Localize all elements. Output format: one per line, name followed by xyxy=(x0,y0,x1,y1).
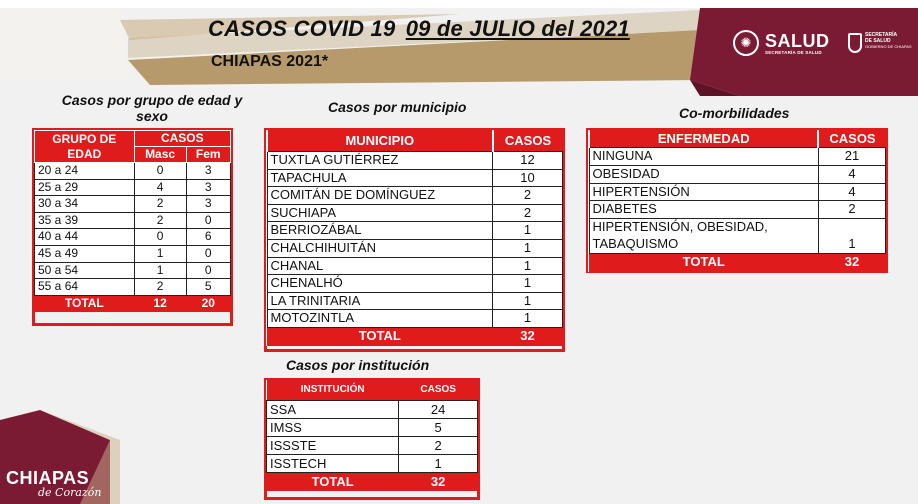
table-row xyxy=(35,229,231,246)
municipio-cases-cell: 2 xyxy=(493,187,563,205)
fem-cell: 3 xyxy=(186,179,230,196)
table-row xyxy=(35,279,231,296)
institution-name-cell: ISSTECH xyxy=(267,455,399,473)
municipio-name-cell: CHENALHÓ xyxy=(267,275,493,293)
fem-cell: 3 xyxy=(186,196,230,213)
comorbidity-name-cell: DIABETES xyxy=(589,201,818,219)
municipio-header-name: MUNICIPIO xyxy=(267,130,493,152)
total-value: 32 xyxy=(493,327,563,345)
table-row xyxy=(35,245,231,262)
total-row xyxy=(589,253,886,271)
masc-cell: 4 xyxy=(134,179,186,196)
municipio-cases-cell: 2 xyxy=(493,204,563,222)
comorbidity-cases-cell: 1 xyxy=(818,219,885,254)
masc-cell: 1 xyxy=(134,245,186,262)
age-header-group-line1: GRUPO DE xyxy=(52,131,117,146)
table-row xyxy=(35,212,231,229)
page-title-date: 09 de JULIO del 2021 xyxy=(405,16,630,41)
institution-name-cell: IMSS xyxy=(267,419,399,437)
municipio-name-cell: MOTOZINTLA xyxy=(267,310,493,328)
age-table xyxy=(34,130,231,312)
age-group-cell: 55 a 64 xyxy=(35,279,135,296)
institution-name-cell: SSA xyxy=(267,401,399,419)
age-group-cell: 20 a 24 xyxy=(35,163,135,180)
municipio-cases-cell: 1 xyxy=(493,222,563,240)
comorbidity-name-line1: HIPERTENSIÓN, OBESIDAD, xyxy=(592,219,768,235)
municipio-name-cell: BERRIOZÁBAL xyxy=(267,222,493,240)
age-group-cell: 40 a 44 xyxy=(35,229,135,246)
comorbidity-header-cases: CASOS xyxy=(818,130,885,148)
table-row xyxy=(35,179,231,196)
table-row xyxy=(267,292,563,310)
table-row xyxy=(35,196,231,213)
salud-logo-text: SALUD xyxy=(765,30,830,51)
table-row xyxy=(267,419,478,437)
municipio-name-cell: TAPACHULA xyxy=(267,169,493,187)
age-group-cell: 25 a 29 xyxy=(35,179,135,196)
fem-cell: 5 xyxy=(186,279,230,296)
institution-cases-cell: 1 xyxy=(399,455,478,473)
institution-name-cell: ISSSTE xyxy=(267,437,399,455)
table-row xyxy=(589,219,886,254)
total-label: TOTAL xyxy=(35,295,135,312)
institution-cases-cell: 24 xyxy=(399,401,478,419)
municipio-table xyxy=(266,130,563,346)
age-section-title-line1: Casos por grupo de edad y xyxy=(61,92,243,108)
total-row xyxy=(267,473,478,491)
chiapas-logo xyxy=(6,468,101,499)
table-row xyxy=(267,239,563,257)
masc-cell: 1 xyxy=(134,262,186,279)
page-subtitle: CHIAPAS 2021* xyxy=(211,53,329,70)
institution-table xyxy=(266,380,478,491)
municipio-section-title: Casos por municipio xyxy=(328,99,467,115)
chiapas-logo-line2: de Corazón xyxy=(38,486,102,499)
institution-cases-cell: 2 xyxy=(399,437,478,455)
table-row xyxy=(267,187,563,205)
age-group-cell: 45 a 49 xyxy=(35,245,135,262)
comorbidity-cases-cell: 2 xyxy=(818,201,885,219)
table-row xyxy=(589,165,886,183)
age-group-cell: 30 a 34 xyxy=(35,196,135,213)
table-row xyxy=(589,183,886,201)
table-row xyxy=(267,222,563,240)
table-row xyxy=(267,204,563,222)
municipio-header-cases: CASOS xyxy=(493,130,563,152)
total-value: 32 xyxy=(818,253,885,271)
salud-logo-subtext: SECRETARÍA DE SALUD xyxy=(765,49,822,55)
shield-icon xyxy=(848,33,862,53)
comorbidity-name-cell: HIPERTENSIÓN xyxy=(589,183,818,201)
chiapas-logo-line1: CHIAPAS xyxy=(6,468,90,488)
masc-cell: 2 xyxy=(134,212,186,229)
municipio-cases-cell: 1 xyxy=(493,310,563,328)
comorbidity-name-line2: TABAQUISMO xyxy=(592,235,679,251)
table-row xyxy=(35,163,231,180)
age-group-cell: 50 a 54 xyxy=(35,262,135,279)
page-title xyxy=(208,16,630,42)
secretaria-logo-line2: DE SALUD xyxy=(865,38,891,44)
age-header-cases: CASOS xyxy=(134,131,230,147)
total-row xyxy=(267,327,563,345)
total-label: TOTAL xyxy=(267,473,399,491)
municipio-cases-cell: 1 xyxy=(493,275,563,293)
table-row xyxy=(267,310,563,328)
institution-section-title: Casos por institución xyxy=(286,357,430,373)
municipio-name-cell: SUCHIAPA xyxy=(267,204,493,222)
institution-header-name: INSTITUCIÓN xyxy=(267,380,399,401)
comorbidity-cases-cell: 21 xyxy=(818,148,885,166)
age-header-group-line2: EDAD xyxy=(67,146,102,161)
comorbidity-header-name: ENFERMEDAD xyxy=(589,130,818,148)
masc-cell: 0 xyxy=(134,163,186,180)
total-label: TOTAL xyxy=(589,253,818,271)
comorbidity-name-cell xyxy=(589,219,818,254)
page-title-main: CASOS COVID 19 xyxy=(208,16,396,41)
comorbidity-section-title: Co-morbilidades xyxy=(679,105,790,121)
secretaria-logo-line3: GOBIERNO DE CHIAPAS xyxy=(865,44,912,49)
municipio-cases-cell: 1 xyxy=(493,292,563,310)
masc-cell: 2 xyxy=(134,196,186,213)
comorbidity-cases-cell: 4 xyxy=(818,165,885,183)
fem-cell: 3 xyxy=(186,163,230,180)
municipio-name-cell: COMITÁN DE DOMÍNGUEZ xyxy=(267,187,493,205)
table-row xyxy=(267,275,563,293)
age-section-title-line2: sexo xyxy=(136,108,168,124)
table-row xyxy=(589,201,886,219)
fem-cell: 0 xyxy=(186,212,230,229)
total-fem: 20 xyxy=(186,295,230,312)
fem-cell: 0 xyxy=(186,245,230,262)
age-section-title xyxy=(52,92,252,124)
table-row xyxy=(267,169,563,187)
table-row xyxy=(267,401,478,419)
institution-header-cases: CASOS xyxy=(399,380,478,401)
municipio-name-cell: CHANAL xyxy=(267,257,493,275)
municipio-cases-cell: 12 xyxy=(493,152,563,170)
table-row xyxy=(267,437,478,455)
total-value: 32 xyxy=(399,473,478,491)
table-row xyxy=(267,455,478,473)
comorbidity-name-cell: NINGUNA xyxy=(589,148,818,166)
comorbidity-name-cell: OBESIDAD xyxy=(589,165,818,183)
age-header-fem: Fem xyxy=(186,147,230,163)
institution-cases-cell: 5 xyxy=(399,419,478,437)
municipio-cases-cell: 1 xyxy=(493,239,563,257)
secretaria-logo-line1: SECRETARÍA xyxy=(865,32,898,38)
municipio-cases-cell: 1 xyxy=(493,257,563,275)
table-row xyxy=(267,257,563,275)
secretaria-logo xyxy=(848,32,912,53)
comorbidity-cases-cell: 4 xyxy=(818,183,885,201)
table-row xyxy=(267,152,563,170)
fem-cell: 6 xyxy=(186,229,230,246)
total-masc: 12 xyxy=(134,295,186,312)
age-header-masc: Masc xyxy=(134,147,186,163)
total-label: TOTAL xyxy=(267,327,493,345)
table-row xyxy=(35,262,231,279)
municipio-name-cell: TUXTLA GUTIÉRREZ xyxy=(267,152,493,170)
total-row xyxy=(35,295,231,312)
masc-cell: 2 xyxy=(134,279,186,296)
age-group-cell: 35 a 39 xyxy=(35,212,135,229)
eagle-emblem-icon: ✺ xyxy=(733,30,759,56)
municipio-cases-cell: 10 xyxy=(493,169,563,187)
salud-logo xyxy=(733,30,830,56)
fem-cell: 0 xyxy=(186,262,230,279)
comorbidity-table xyxy=(588,130,886,272)
municipio-name-cell: CHALCHIHUITÁN xyxy=(267,239,493,257)
municipio-name-cell: LA TRINITARIA xyxy=(267,292,493,310)
masc-cell: 0 xyxy=(134,229,186,246)
table-row xyxy=(589,148,886,166)
age-header-group xyxy=(35,131,135,163)
